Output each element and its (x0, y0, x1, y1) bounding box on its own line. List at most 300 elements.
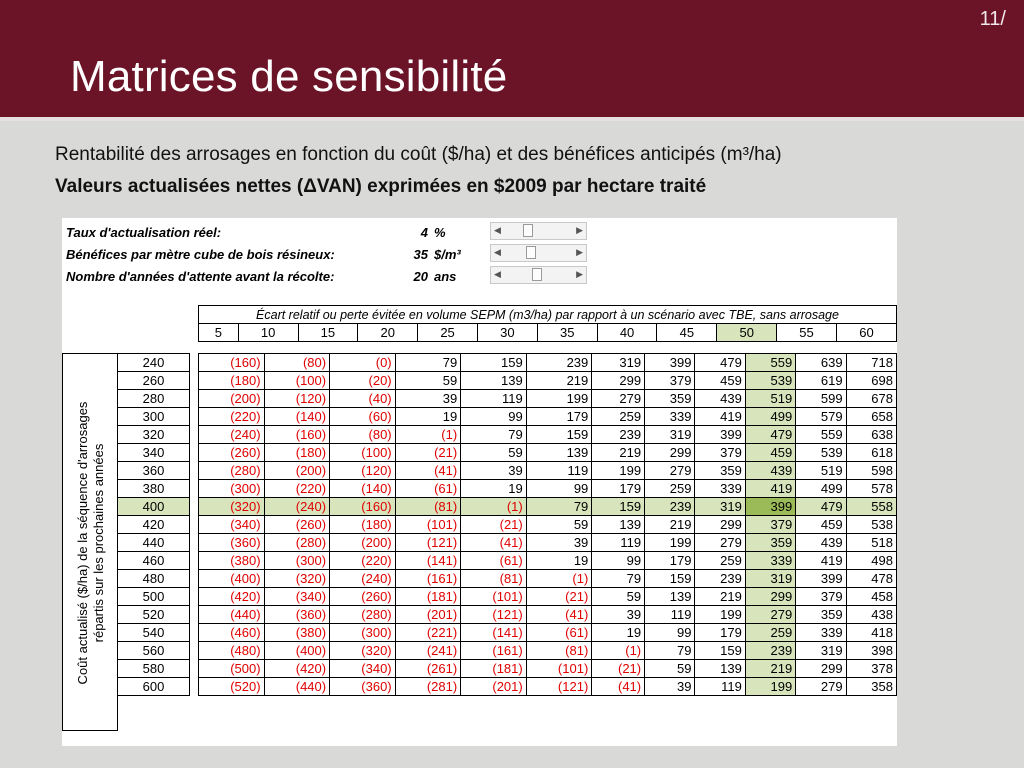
parameter-unit: $/m³ (434, 247, 461, 262)
matrix-cell: 199 (745, 678, 795, 696)
matrix-cell: 319 (695, 498, 745, 516)
matrix-cell: 219 (745, 660, 795, 678)
matrix-cell: (200) (330, 534, 396, 552)
matrix-cell: (180) (330, 516, 396, 534)
table-row (199, 498, 897, 516)
cost-cell: 580 (118, 660, 190, 678)
matrix-cell: 159 (461, 354, 527, 372)
parameter-unit: % (434, 225, 446, 240)
cost-cell: 480 (118, 570, 190, 588)
matrix-cell: (121) (526, 678, 592, 696)
matrix-cell: 59 (526, 516, 592, 534)
spreadsheet-panel (62, 218, 897, 746)
cost-row (118, 660, 190, 678)
matrix-cell: 518 (846, 534, 896, 552)
matrix-cell: 139 (645, 588, 695, 606)
matrix-cell: (500) (199, 660, 265, 678)
parameter-value: 20 (413, 269, 428, 284)
matrix-cell: (240) (330, 570, 396, 588)
column-header: 10 (238, 324, 298, 342)
cost-cell: 400 (118, 498, 190, 516)
matrix-cell: (420) (199, 588, 265, 606)
matrix-cell: 19 (592, 624, 645, 642)
table-row (199, 678, 897, 696)
matrix-cell: 239 (745, 642, 795, 660)
matrix-cell: 39 (645, 678, 695, 696)
matrix-cell: 159 (695, 642, 745, 660)
matrix-cell: 259 (745, 624, 795, 642)
matrix-cell: (61) (461, 552, 527, 570)
matrix-cell: 419 (745, 480, 795, 498)
matrix-cell: 299 (695, 516, 745, 534)
matrix-cell: 139 (526, 444, 592, 462)
cost-cell: 600 (118, 678, 190, 696)
scroll-left-icon[interactable]: ◀ (494, 225, 501, 235)
matrix-cell: (41) (526, 606, 592, 624)
matrix-cell: (41) (395, 462, 461, 480)
matrix-cell: 259 (695, 552, 745, 570)
matrix-cell: 479 (796, 498, 846, 516)
row-caption-line2: répartis sur les prochaines années (91, 443, 106, 643)
matrix-cell: 618 (846, 444, 896, 462)
matrix-cell: (141) (395, 552, 461, 570)
matrix-cell: 498 (846, 552, 896, 570)
column-header: 60 (836, 324, 896, 342)
matrix-cell: (400) (199, 570, 265, 588)
matrix-cell: (261) (395, 660, 461, 678)
matrix-cell: 479 (745, 426, 795, 444)
subtitle: Rentabilité des arrosages en fonction du coût ($/ha) et des bénéfices anticipés (m³/ha) (55, 144, 782, 165)
matrix-cell: (360) (330, 678, 396, 696)
matrix-cell: (141) (461, 624, 527, 642)
matrix-cell: (81) (395, 498, 461, 516)
matrix-cell: (1) (461, 498, 527, 516)
table-row (199, 624, 897, 642)
matrix-cell: 339 (796, 624, 846, 642)
matrix-cell: (60) (330, 408, 396, 426)
matrix-cell: 279 (592, 390, 645, 408)
matrix-cell: (260) (199, 444, 265, 462)
matrix-cell: 359 (645, 390, 695, 408)
column-header: 40 (597, 324, 657, 342)
matrix-cell: 459 (745, 444, 795, 462)
parameter-scrollbar[interactable] (490, 266, 587, 284)
matrix-cell: 718 (846, 354, 896, 372)
matrix-cell: 519 (745, 390, 795, 408)
matrix-cell: 39 (461, 462, 527, 480)
cost-row (118, 552, 190, 570)
cost-column-table (117, 353, 190, 696)
matrix-cell: 259 (645, 480, 695, 498)
matrix-cell: (121) (461, 606, 527, 624)
matrix-cell: (21) (461, 516, 527, 534)
matrix-cell: 19 (526, 552, 592, 570)
slide-title: Matrices de sensibilité (70, 52, 508, 101)
parameter-label: Bénéfices par mètre cube de bois résineux: (66, 247, 335, 262)
matrix-cell: 319 (645, 426, 695, 444)
matrix-cell: 479 (695, 354, 745, 372)
matrix-cell: (1) (395, 426, 461, 444)
cost-row (118, 624, 190, 642)
row-caption-line1: Coût actualisé ($/ha) de la séquence d'arrosages (75, 401, 90, 685)
table-row (199, 516, 897, 534)
parameter-label: Nombre d'années d'attente avant la récolte: (66, 269, 335, 284)
matrix-cell: 239 (526, 354, 592, 372)
matrix-cell: (100) (330, 444, 396, 462)
table-row (199, 444, 897, 462)
table-row (199, 462, 897, 480)
matrix-cell: (340) (199, 516, 265, 534)
matrix-cell: 219 (645, 516, 695, 534)
matrix-cell: 538 (846, 516, 896, 534)
matrix-cell: (340) (330, 660, 396, 678)
matrix-cell: 319 (592, 354, 645, 372)
matrix-cell: (200) (264, 462, 330, 480)
matrix-cell: 439 (796, 534, 846, 552)
matrix-cell: (120) (330, 462, 396, 480)
matrix-cell: (201) (395, 606, 461, 624)
matrix-cell: 398 (846, 642, 896, 660)
table-row (199, 606, 897, 624)
parameter-scrollbar[interactable] (490, 222, 587, 240)
matrix-cell: 359 (796, 606, 846, 624)
matrix-cell: 39 (395, 390, 461, 408)
matrix-cell: 559 (796, 426, 846, 444)
matrix-cell: (120) (264, 390, 330, 408)
matrix-cell: 358 (846, 678, 896, 696)
matrix-cell: 79 (395, 354, 461, 372)
matrix-cell: (220) (264, 480, 330, 498)
column-header: 35 (537, 324, 597, 342)
cost-row (118, 462, 190, 480)
column-header: 45 (657, 324, 717, 342)
matrix-cell: (400) (264, 642, 330, 660)
matrix-cell: (21) (592, 660, 645, 678)
matrix-cell: 519 (796, 462, 846, 480)
parameter-unit: ans (434, 269, 457, 284)
table-row (199, 642, 897, 660)
matrix-cell: (320) (199, 498, 265, 516)
table-row (199, 390, 897, 408)
matrix-cell: 459 (796, 516, 846, 534)
matrix-cell: (101) (526, 660, 592, 678)
column-header: 50 (717, 324, 777, 342)
matrix-cell: 59 (645, 660, 695, 678)
cost-row (118, 354, 190, 372)
matrix-cell: (101) (461, 588, 527, 606)
matrix-cell: 79 (592, 570, 645, 588)
scroll-thumb[interactable] (526, 246, 536, 259)
matrix-cell: 239 (592, 426, 645, 444)
matrix-cell: 59 (461, 444, 527, 462)
matrix-cell: 179 (592, 480, 645, 498)
matrix-cell: 179 (645, 552, 695, 570)
cost-row (118, 588, 190, 606)
cost-cell: 260 (118, 372, 190, 390)
matrix-cell: (180) (264, 444, 330, 462)
matrix-cell: 239 (645, 498, 695, 516)
scroll-left-icon[interactable]: ◀ (494, 269, 501, 279)
matrix-cell: 418 (846, 624, 896, 642)
matrix-cell: 379 (796, 588, 846, 606)
matrix-cell: (1) (526, 570, 592, 588)
table-row (199, 570, 897, 588)
matrix-cell: 299 (592, 372, 645, 390)
scroll-right-icon[interactable]: ▶ (576, 247, 583, 257)
matrix-cell: 179 (695, 624, 745, 642)
matrix-cell: (61) (395, 480, 461, 498)
matrix-cell: (80) (330, 426, 396, 444)
matrix-cell: 159 (526, 426, 592, 444)
matrix-cell: (101) (395, 516, 461, 534)
scroll-thumb[interactable] (532, 268, 542, 281)
cost-row (118, 372, 190, 390)
matrix-cell: (160) (330, 498, 396, 516)
matrix-cell: 299 (745, 588, 795, 606)
table-row (199, 354, 897, 372)
matrix-cell: 279 (745, 606, 795, 624)
matrix-cell: 459 (695, 372, 745, 390)
matrix-cell: (280) (199, 462, 265, 480)
matrix-cell: 199 (645, 534, 695, 552)
cost-cell: 360 (118, 462, 190, 480)
cost-row (118, 516, 190, 534)
column-header: 20 (358, 324, 418, 342)
column-header: 25 (418, 324, 478, 342)
matrix-cell: 119 (592, 534, 645, 552)
matrix-cell: 399 (645, 354, 695, 372)
matrix-cell: 698 (846, 372, 896, 390)
matrix-cell: (21) (526, 588, 592, 606)
matrix-cell: 259 (592, 408, 645, 426)
cost-cell: 240 (118, 354, 190, 372)
table-row (199, 552, 897, 570)
cost-cell: 460 (118, 552, 190, 570)
matrix-cell: 478 (846, 570, 896, 588)
column-header-table (198, 305, 897, 342)
matrix-cell: (460) (199, 624, 265, 642)
matrix-cell: (161) (461, 642, 527, 660)
matrix-cell: 159 (592, 498, 645, 516)
cost-row (118, 678, 190, 696)
matrix-cell: (320) (330, 642, 396, 660)
matrix-cell: 279 (645, 462, 695, 480)
table-row (199, 480, 897, 498)
matrix-cell: (241) (395, 642, 461, 660)
matrix-cell: 99 (592, 552, 645, 570)
matrix-cell: (181) (461, 660, 527, 678)
matrix-cell: (380) (199, 552, 265, 570)
matrix-cell: (480) (199, 642, 265, 660)
matrix-cell: (200) (199, 390, 265, 408)
matrix-cell: (260) (330, 588, 396, 606)
matrix-cell: 339 (745, 552, 795, 570)
matrix-cell: (520) (199, 678, 265, 696)
matrix-cell: 339 (645, 408, 695, 426)
cost-cell: 320 (118, 426, 190, 444)
matrix-cell: (140) (264, 408, 330, 426)
cost-row (118, 480, 190, 498)
matrix-cell: 319 (796, 642, 846, 660)
matrix-cell: 219 (526, 372, 592, 390)
parameter-scrollbar[interactable] (490, 244, 587, 262)
matrix-cell: (1) (592, 642, 645, 660)
matrix-cell: 539 (796, 444, 846, 462)
table-row (199, 426, 897, 444)
title-divider (0, 117, 1024, 121)
matrix-cell: 199 (592, 462, 645, 480)
matrix-cell: (221) (395, 624, 461, 642)
matrix-cell: (61) (526, 624, 592, 642)
matrix-cell: (320) (264, 570, 330, 588)
matrix-cell: 438 (846, 606, 896, 624)
matrix-cell: (300) (264, 552, 330, 570)
matrix-cell: 279 (695, 534, 745, 552)
matrix-cell: 439 (745, 462, 795, 480)
matrix-cell: 299 (645, 444, 695, 462)
matrix-cell: 119 (461, 390, 527, 408)
matrix-cell: 79 (461, 426, 527, 444)
column-header: 55 (777, 324, 837, 342)
matrix-cell: (240) (199, 426, 265, 444)
matrix-cell: 59 (395, 372, 461, 390)
matrix-cell: 379 (745, 516, 795, 534)
cost-cell: 300 (118, 408, 190, 426)
matrix-cell: 199 (526, 390, 592, 408)
matrix-cell: (161) (395, 570, 461, 588)
cost-cell: 340 (118, 444, 190, 462)
table-row (199, 534, 897, 552)
matrix-cell: (440) (264, 678, 330, 696)
matrix-cell: (41) (461, 534, 527, 552)
matrix-cell: 539 (745, 372, 795, 390)
page-number: 11/ (979, 8, 1006, 30)
matrix-cell: 379 (695, 444, 745, 462)
column-header: 15 (298, 324, 358, 342)
matrix-cell: (160) (199, 354, 265, 372)
matrix-cell: 119 (695, 678, 745, 696)
matrix-cell: 419 (796, 552, 846, 570)
matrix-cell: 339 (695, 480, 745, 498)
matrix-cell: 639 (796, 354, 846, 372)
matrix-cell: 379 (645, 372, 695, 390)
matrix-cell: 558 (846, 498, 896, 516)
matrix-cell: 359 (745, 534, 795, 552)
matrix-cell: (20) (330, 372, 396, 390)
matrix-cell: (160) (264, 426, 330, 444)
matrix-cell: 399 (796, 570, 846, 588)
matrix-cell: (81) (461, 570, 527, 588)
cost-row (118, 606, 190, 624)
table-row (199, 372, 897, 390)
matrix-cell: 139 (592, 516, 645, 534)
matrix-cell: 79 (526, 498, 592, 516)
scroll-right-icon[interactable]: ▶ (576, 269, 583, 279)
matrix-cell: 439 (695, 390, 745, 408)
matrix-cell: 79 (645, 642, 695, 660)
matrix-cell: 319 (745, 570, 795, 588)
cost-row (118, 498, 190, 516)
matrix-cell: (281) (395, 678, 461, 696)
matrix-cell: 239 (695, 570, 745, 588)
matrix-cell: (440) (199, 606, 265, 624)
cost-row (118, 534, 190, 552)
matrix-cell: 219 (695, 588, 745, 606)
matrix-cell: 578 (846, 480, 896, 498)
matrix-cell: 219 (592, 444, 645, 462)
matrix-cell: 378 (846, 660, 896, 678)
matrix-cell: 119 (645, 606, 695, 624)
cost-cell: 440 (118, 534, 190, 552)
column-header: 5 (199, 324, 239, 342)
cost-row (118, 426, 190, 444)
matrix-cell: 638 (846, 426, 896, 444)
matrix-cell: 279 (796, 678, 846, 696)
matrix-cell: 39 (592, 606, 645, 624)
cost-row (118, 444, 190, 462)
matrix-cell: 119 (526, 462, 592, 480)
matrix-cell: (181) (395, 588, 461, 606)
scroll-right-icon[interactable]: ▶ (576, 225, 583, 235)
matrix-cell: (121) (395, 534, 461, 552)
matrix-cell: (80) (264, 354, 330, 372)
matrix-cell: (21) (395, 444, 461, 462)
matrix-cell: (41) (592, 678, 645, 696)
matrix-cell: 678 (846, 390, 896, 408)
cost-cell: 380 (118, 480, 190, 498)
matrix-cell: (300) (330, 624, 396, 642)
matrix-cell: 299 (796, 660, 846, 678)
matrix-cell: (220) (330, 552, 396, 570)
matrix-cell: (240) (264, 498, 330, 516)
matrix-cell: 99 (461, 408, 527, 426)
matrix-cell: (0) (330, 354, 396, 372)
matrix-cell: 199 (695, 606, 745, 624)
table-row (199, 660, 897, 678)
matrix-cell: (100) (264, 372, 330, 390)
cost-row (118, 642, 190, 660)
scroll-left-icon[interactable]: ◀ (494, 247, 501, 257)
scroll-thumb[interactable] (523, 224, 533, 237)
table-row (199, 588, 897, 606)
matrix-cell: 559 (745, 354, 795, 372)
subtitle-bold: Valeurs actualisées nettes (ΔVAN) exprimées en $2009 par hectare traité (55, 176, 707, 197)
parameter-value: 4 (420, 225, 428, 240)
row-caption-box (62, 353, 118, 731)
cost-cell: 560 (118, 642, 190, 660)
matrix-cell: (280) (330, 606, 396, 624)
matrix-cell: 99 (526, 480, 592, 498)
cost-cell: 420 (118, 516, 190, 534)
matrix-cell: (201) (461, 678, 527, 696)
matrix-cell: (300) (199, 480, 265, 498)
row-caption (75, 402, 107, 685)
matrix-cell: (360) (199, 534, 265, 552)
matrix-cell: 579 (796, 408, 846, 426)
cost-row (118, 570, 190, 588)
cost-cell: 540 (118, 624, 190, 642)
sensitivity-matrix (198, 353, 897, 696)
matrix-cell: (81) (526, 642, 592, 660)
matrix-cell: (260) (264, 516, 330, 534)
cost-cell: 500 (118, 588, 190, 606)
matrix-cell: 458 (846, 588, 896, 606)
matrix-cell: 599 (796, 390, 846, 408)
matrix-cell: (180) (199, 372, 265, 390)
matrix-cell: (420) (264, 660, 330, 678)
matrix-cell: (40) (330, 390, 396, 408)
matrix-cell: 619 (796, 372, 846, 390)
